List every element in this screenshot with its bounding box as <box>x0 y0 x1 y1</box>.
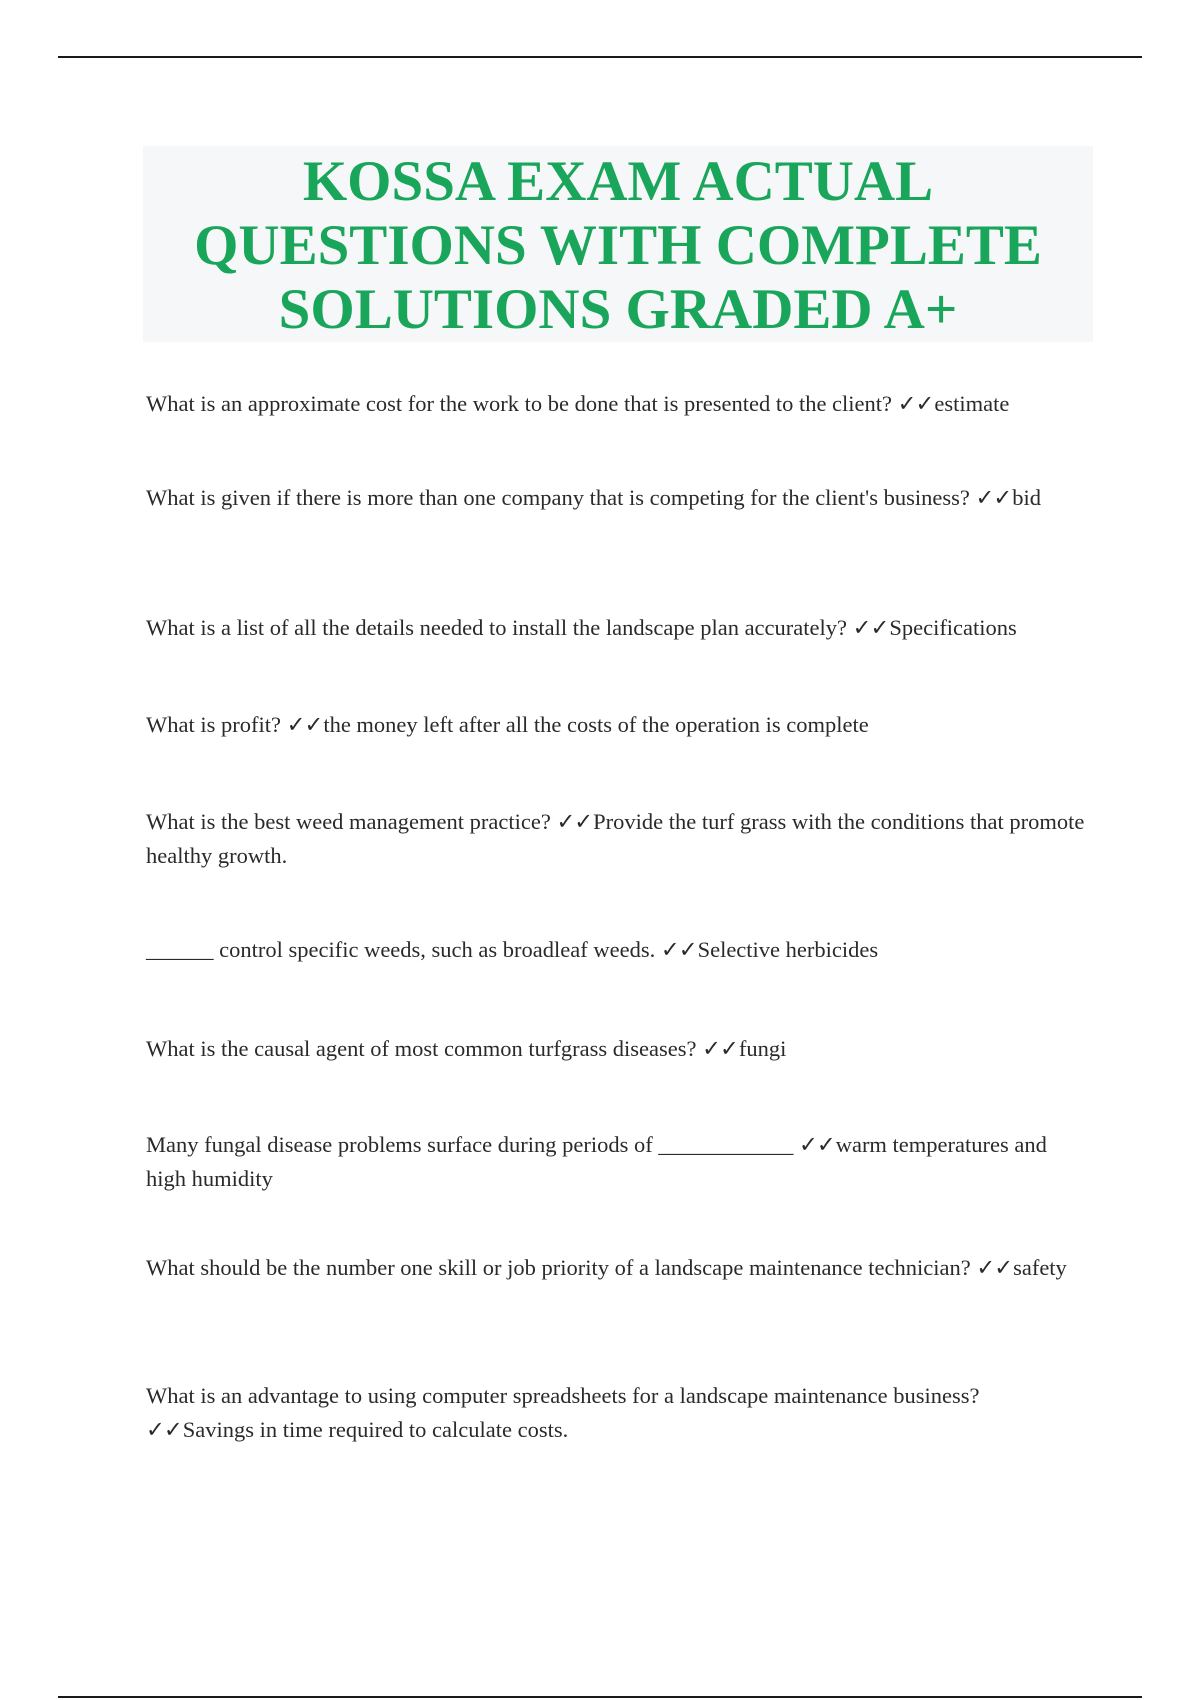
qa-item-2 <box>146 481 1086 515</box>
answer-text: safety <box>1013 1255 1067 1280</box>
answer-text: bid <box>1012 485 1041 510</box>
qa-item-10 <box>146 1379 1086 1447</box>
check-icon: ✓✓ <box>556 809 593 834</box>
question-text: What is the causal agent of most common turfgrass diseases? <box>146 1036 703 1061</box>
bottom-rule <box>58 1696 1142 1698</box>
check-icon: ✓✓ <box>975 485 1012 510</box>
question-text: What is given if there is more than one company that is competing for the client's business? <box>146 485 976 510</box>
check-icon: ✓✓ <box>897 391 934 416</box>
check-icon: ✓✓ <box>976 1255 1013 1280</box>
check-icon: ✓✓ <box>660 937 697 962</box>
answer-text: Selective herbicides <box>697 937 879 962</box>
answer-text: Provide the turf grass with the conditions that promote healthy growth. <box>146 809 1085 868</box>
check-icon: ✓✓ <box>852 615 889 640</box>
title-line-1: KOSSA EXAM ACTUAL <box>302 150 934 213</box>
check-icon: ✓✓ <box>146 1417 182 1442</box>
title-line-3: SOLUTIONS GRADED A+ <box>278 278 958 341</box>
answer-text: Specifications <box>889 615 1017 640</box>
answer-text: estimate <box>934 391 1010 416</box>
check-icon: ✓✓ <box>286 712 323 737</box>
question-text: What is the best weed management practice? <box>146 809 557 834</box>
answer-text: fungi <box>738 1036 787 1061</box>
question-text: Many fungal disease problems surface during periods of ____________ <box>146 1132 799 1157</box>
title-banner <box>143 146 1093 342</box>
qa-item-3 <box>146 611 1086 645</box>
qa-item-9 <box>146 1251 1086 1285</box>
qa-item-7 <box>146 1032 1086 1066</box>
question-text: What is a list of all the details needed to install the landscape plan accurately? <box>146 615 853 640</box>
answer-text: Savings in time required to calculate costs. <box>182 1417 569 1442</box>
question-text: What is profit? <box>146 712 287 737</box>
qa-item-8 <box>146 1128 1086 1196</box>
question-text: What is an advantage to using computer spreadsheets for a landscape maintenance business? <box>146 1383 980 1408</box>
qa-item-1 <box>146 387 1086 421</box>
question-text: What is an approximate cost for the work to be done that is presented to the client? <box>146 391 898 416</box>
qa-item-6 <box>146 933 1086 967</box>
top-rule <box>58 56 1142 58</box>
question-text: ______ control specific weeds, such as broadleaf weeds. <box>146 937 661 962</box>
answer-text: warm temperatures and high humidity <box>146 1132 1047 1191</box>
question-text: What should be the number one skill or job priority of a landscape maintenance technician? <box>146 1255 977 1280</box>
check-icon: ✓✓ <box>702 1036 738 1061</box>
answer-text: the money left after all the costs of the operation is complete <box>323 712 869 737</box>
qa-item-5 <box>146 805 1086 873</box>
check-icon: ✓✓ <box>798 1132 835 1157</box>
title-line-2: QUESTIONS WITH COMPLETE <box>194 214 1042 277</box>
qa-item-4 <box>146 708 1086 742</box>
